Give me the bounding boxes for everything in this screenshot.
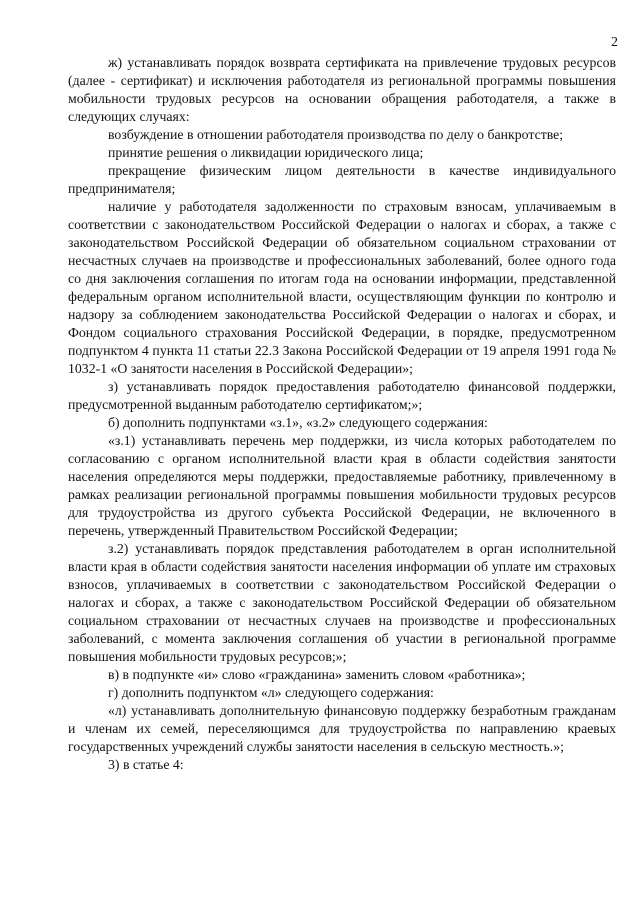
paragraph: наличие у работодателя задолженности по страховым взносам, уплачиваемым в соответствии с законодательством Российской Федерации о налогах и сборах, а также с законодательством Российской Федерации об обязательном социальном страховании от несчастных случаев на производстве и профессиональных заболеваний, более одного года со дня заключения соглашения по итогам года на основании информации, представленной федеральным органом исполнительной власти, осуществляющим функции по контролю и надзору за соблюдением законодательства Российской Федерации о налогах и сборах, и Фондом социального страхования Российской Федерации, в порядке, предусмотренном подпунктом 4 пункта 11 статьи 22.3 Закона Российской Федерации от 19 апреля 1991 года № 1032-1 «О занятости населения в Российской Федерации»; <box>68 199 616 376</box>
paragraph: б) дополнить подпунктами «з.1», «з.2» следующего содержания: <box>108 415 488 430</box>
paragraph: 3) в статье 4: <box>108 757 184 772</box>
paragraph: прекращение физическим лицом деятельности в качестве индивидуального предпринимателя; <box>68 163 616 196</box>
paragraph: з.2) устанавливать порядок представления работодателем в орган исполнительной власти края в области содействия занятости населения информации об уплате им страховых взносов, уплачиваемых в соответствии с законодательством Российской Федерации о налогах и сборах, а также с законодательством Российской Федерации об обязательном социальном страховании от несчастных случаев на производстве и профессиональных заболеваний, с момента заключения соглашения об участии в региональной программе повышения мобильности трудовых ресурсов;»; <box>68 541 616 664</box>
page-number: 2 <box>611 35 618 50</box>
paragraph: з) устанавливать порядок предоставления работодателю финансовой поддержки, предусмотренной выданным работодателю сертификатом;»; <box>68 379 616 412</box>
paragraph: г) дополнить подпунктом «л» следующего содержания: <box>108 685 434 700</box>
paragraph: «з.1) устанавливать перечень мер поддержки, из числа которых работодателем по согласованию с органом исполнительной власти края в области содействия занятости населения определяются меры поддержки, предоставляемые работнику, привлеченному в рамках реализации региональной программы повышения мобильности трудовых ресурсов для трудоустройства из другого субъекта Российской Федерации, не включенного в перечень, утвержденный Правительством Российской Федерации; <box>68 433 616 538</box>
paragraph: «л) устанавливать дополнительную финансовую поддержку безработным гражданам и членам их семей, переселяющимся для трудоустройства по направлению краевых государственных учреждений службы занятости населения в сельскую местность.»; <box>68 703 616 754</box>
paragraph: принятие решения о ликвидации юридического лица; <box>108 145 424 160</box>
paragraph: ж) устанавливать порядок возврата сертификата на привлечение трудовых ресурсов (далее - сертификат) и исключения работодателя из региональной программы повышения мобильности трудовых ресурсов на основании обращения работодателя, а также в следующих случаях: <box>68 55 616 124</box>
paragraph: в) в подпункте «и» слово «гражданина» заменить словом «работника»; <box>108 667 526 682</box>
document-body <box>68 54 616 774</box>
paragraph: возбуждение в отношении работодателя производства по делу о банкротстве; <box>108 127 564 142</box>
